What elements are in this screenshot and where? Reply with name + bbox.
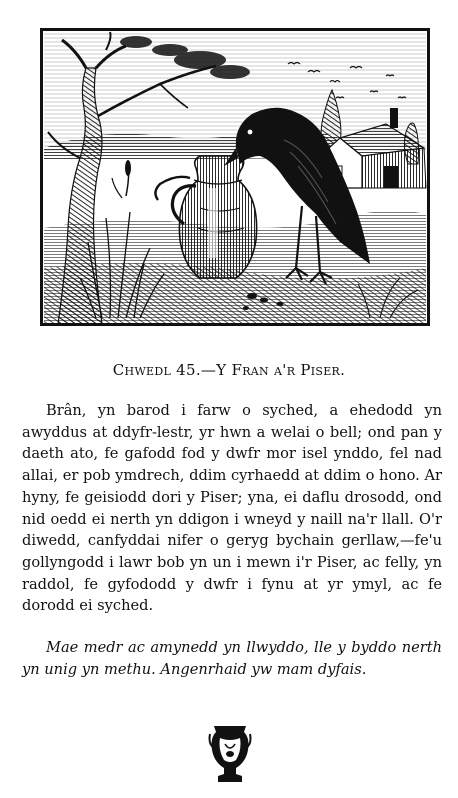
- fable-moral: Mae medr ac amynedd yn llwyddo, lle y byddo nerth yn unig yn methu. Angenrhaid yw mam dyfais.: [22, 639, 442, 678]
- fable-body-text: Brân, yn barod i farw o syched, a ehedodd yn awyddus at ddyfr-lestr, yr hwn a welai o bell; ond pan y daeth ato, fe gafodd fod y dwfr mor isel ynddo, fel nad allai, er pob ymdrech, ddim cyrhaedd at ddim o hono. Ar hyny, fe geisiodd dori y Piser; yna, ei daflu drosodd, ond nid oedd ei nerth yn ddigon i wneyd y naill na'r llall. O'r diwedd, canfyddai nifer o geryg bychain gerllaw,—fe'u gollyngodd i lawr bob yn un i mewn i'r Piser, ac felly, yn raddol, fe gyfododd y dwfr i fynu at yr ymyl, ac fe dorodd ei syched.: [22, 402, 442, 615]
- crow-and-pitcher-engraving: [40, 28, 430, 326]
- vase-ornament-icon: [208, 722, 252, 786]
- fable-title: Chwedl 45.—Y Fran a'r Piser.: [112, 361, 346, 379]
